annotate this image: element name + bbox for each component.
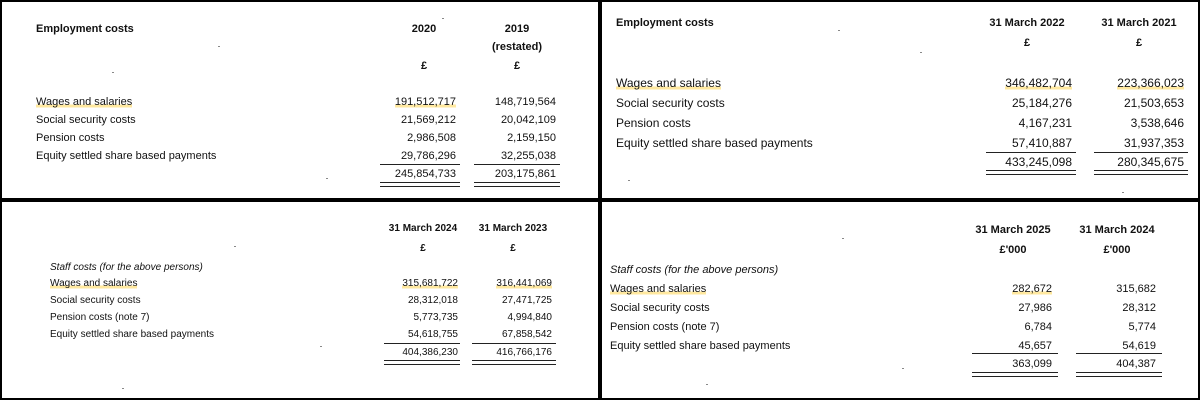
panel-2025-2024 <box>602 202 1198 398</box>
cell-prior: 27,471,725 <box>501 295 552 306</box>
total-double-rule <box>380 182 460 187</box>
table-caption: Staff costs (for the above persons) <box>50 262 203 273</box>
total-prior: 416,766,176 <box>496 347 552 358</box>
row-label: Wages and salaries <box>610 283 707 295</box>
cell-prior: 20,042,109 <box>500 114 556 126</box>
column-unit-current: £'000 <box>999 244 1027 256</box>
cell-current: 346,482,704 <box>1005 76 1072 90</box>
total-double-rule <box>1076 372 1162 377</box>
column-unit-prior: £'000 <box>1103 244 1131 256</box>
table-caption: Staff costs (for the above persons) <box>610 264 779 276</box>
cell-current: 29,786,296 <box>400 150 456 162</box>
subtotal-rule <box>986 152 1076 153</box>
cell-current: 191,512,717 <box>394 96 456 108</box>
total-double-rule <box>384 360 460 365</box>
total-current: 245,854,733 <box>394 168 456 180</box>
panel-title: Employment costs <box>36 23 134 35</box>
total-current: 363,099 <box>1012 358 1052 370</box>
cell-prior: 3,538,646 <box>1130 116 1184 130</box>
panel-2020-2019 <box>2 2 598 198</box>
row-label: Equity settled share based payments <box>610 340 791 352</box>
row-label: Wages and salaries <box>616 76 721 90</box>
panel-2022-2021 <box>602 2 1198 198</box>
cell-current: 45,657 <box>1018 340 1052 352</box>
cell-prior: 54,619 <box>1122 340 1156 352</box>
subtotal-rule <box>472 343 556 344</box>
total-double-rule <box>472 360 556 365</box>
cell-current: 6,784 <box>1024 321 1052 333</box>
column-unit-current: £ <box>420 60 428 72</box>
row-label: Pension costs <box>36 132 105 144</box>
column-unit-prior: £ <box>510 243 516 254</box>
row-label: Social security costs <box>610 302 710 314</box>
cell-prior: 21,503,653 <box>1123 96 1184 110</box>
column-header-prior: 2019 <box>504 23 530 35</box>
row-label: Equity settled share based payments <box>36 150 217 162</box>
panel-title: Employment costs <box>616 17 714 29</box>
row-label: Pension costs <box>616 116 691 130</box>
row-label: Wages and salaries <box>36 96 133 108</box>
cell-prior: 223,366,023 <box>1117 76 1184 90</box>
row-label: Wages and salaries <box>50 278 138 289</box>
column-header-prior: 31 March 2021 <box>1101 17 1177 29</box>
total-double-rule <box>972 372 1058 377</box>
cell-current: 315,681,722 <box>402 278 458 289</box>
row-label: Equity settled share based payments <box>50 329 214 340</box>
column-header-current: 2020 <box>411 23 437 35</box>
cell-current: 5,773,735 <box>413 312 458 323</box>
cell-current: 54,618,755 <box>407 329 458 340</box>
total-current: 433,245,098 <box>1005 155 1072 169</box>
cell-current: 57,410,887 <box>1011 136 1072 150</box>
row-label: Social security costs <box>616 96 725 110</box>
subtotal-rule <box>384 343 460 344</box>
cell-prior: 2,159,150 <box>507 132 556 144</box>
cell-prior: 28,312 <box>1122 302 1156 314</box>
total-prior: 203,175,861 <box>494 168 556 180</box>
total-prior: 404,387 <box>1116 358 1156 370</box>
total-double-rule <box>1094 170 1188 175</box>
column-header-prior: 31 March 2023 <box>478 223 548 234</box>
cell-current: 282,672 <box>1012 283 1052 295</box>
row-label: Pension costs (note 7) <box>610 321 720 333</box>
cell-prior: 32,255,038 <box>500 150 556 162</box>
cell-prior: 315,682 <box>1116 283 1156 295</box>
column-unit-current: £ <box>420 243 426 254</box>
cell-current: 28,312,018 <box>407 295 458 306</box>
row-label: Pension costs (note 7) <box>50 312 150 323</box>
column-header-current: 31 March 2024 <box>388 223 458 234</box>
cell-prior: 31,937,353 <box>1123 136 1184 150</box>
row-label: Equity settled share based payments <box>616 136 813 150</box>
total-prior: 280,345,675 <box>1117 155 1184 169</box>
cell-prior: 316,441,069 <box>496 278 552 289</box>
column-subheader-prior: (restated) <box>491 41 543 53</box>
column-header-current: 31 March 2025 <box>975 224 1051 236</box>
cell-current: 25,184,276 <box>1011 96 1072 110</box>
cell-prior: 5,774 <box>1128 321 1156 333</box>
column-unit-current: £ <box>1023 37 1031 49</box>
column-header-prior: 31 March 2024 <box>1079 224 1155 236</box>
subtotal-rule <box>474 164 560 165</box>
row-label: Social security costs <box>36 114 136 126</box>
row-label: Social security costs <box>50 295 141 306</box>
cell-current: 27,986 <box>1018 302 1052 314</box>
cell-current: 2,986,508 <box>407 132 456 144</box>
cell-prior: 4,994,840 <box>507 312 552 323</box>
total-double-rule <box>986 170 1076 175</box>
column-unit-prior: £ <box>513 60 521 72</box>
panel-2024-2023 <box>2 202 598 398</box>
subtotal-rule <box>380 164 460 165</box>
cell-prior: 67,858,542 <box>501 329 552 340</box>
column-header-current: 31 March 2022 <box>989 17 1065 29</box>
subtotal-rule <box>1076 353 1162 354</box>
cell-prior: 148,719,564 <box>494 96 556 108</box>
total-double-rule <box>474 182 560 187</box>
cell-current: 4,167,231 <box>1018 116 1072 130</box>
subtotal-rule <box>972 353 1058 354</box>
column-unit-prior: £ <box>1135 37 1143 49</box>
cell-current: 21,569,212 <box>400 114 456 126</box>
total-current: 404,386,230 <box>402 347 458 358</box>
subtotal-rule <box>1094 152 1188 153</box>
